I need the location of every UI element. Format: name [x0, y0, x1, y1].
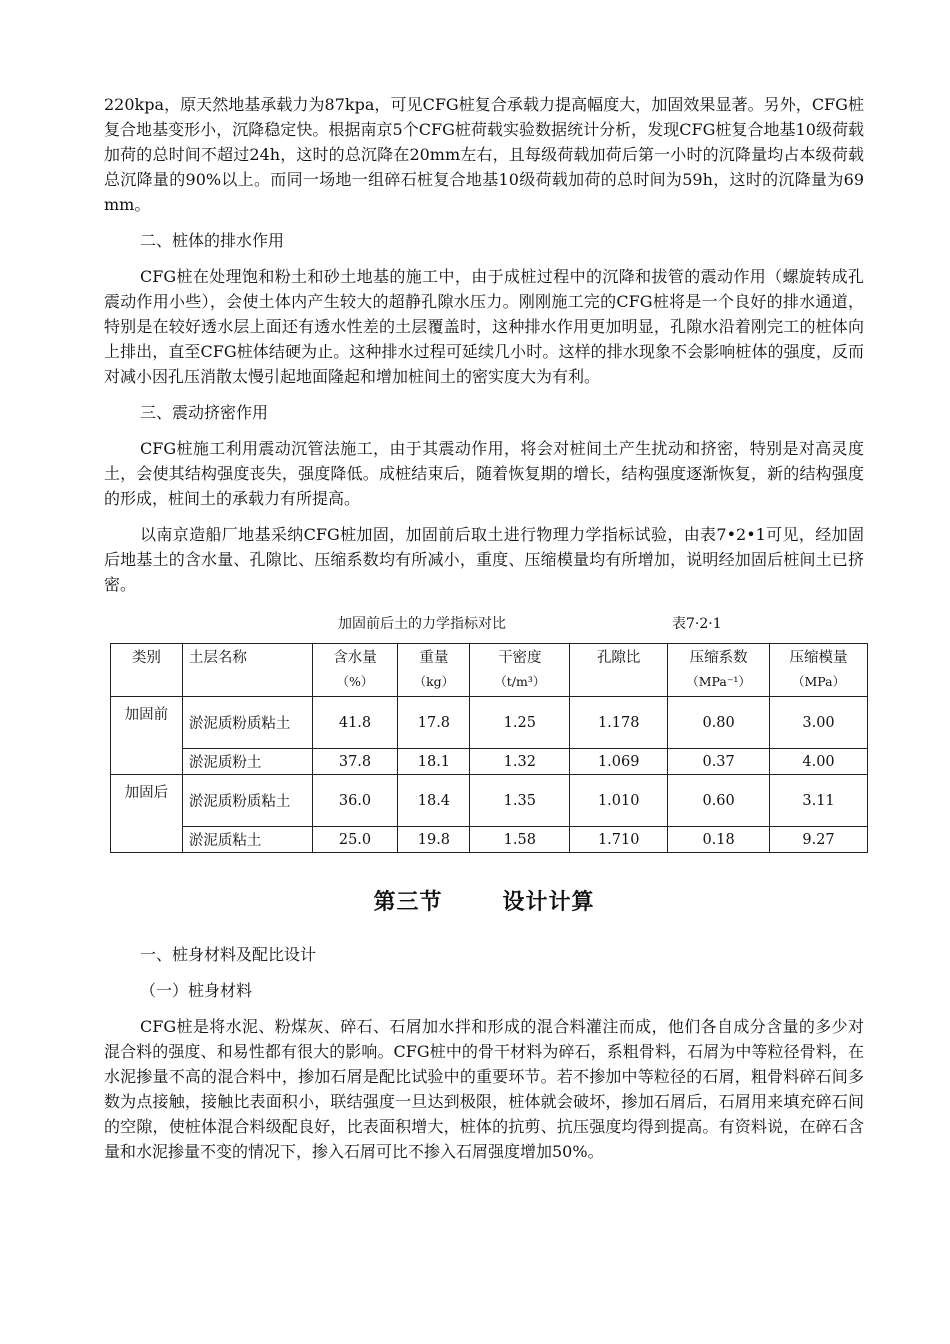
compression-modulus: 3.00 [770, 697, 868, 749]
header-compression-coef: 压缩系数 （MPa⁻¹） [668, 644, 770, 697]
void-ratio: 1.069 [570, 749, 668, 775]
dry-density: 1.35 [470, 775, 570, 827]
compression-modulus: 3.11 [770, 775, 868, 827]
header-compression-modulus: 压缩模量 （MPa） [770, 644, 868, 697]
water-content: 37.8 [312, 749, 398, 775]
category-after: 加固后 [111, 775, 183, 853]
section-number: 第三节 [373, 890, 443, 915]
soil-name: 淤泥质粉质粘土 [182, 775, 312, 827]
compression-coef: 0.37 [668, 749, 770, 775]
heading-pile-material: （一）桩身材料 [140, 981, 253, 1000]
compression-modulus: 4.00 [770, 749, 868, 775]
header-water-content: 含水量 （%） [312, 644, 398, 697]
paragraph-drainage: CFG桩在处理饱和粉土和砂土地基的施工中，由于成桩过程中的沉降和拔管的震动作用（螺旋转成孔震动作用小些），会使土体内产生较大的超静孔隙水压力。刚刚施工完的CFG桩将是一个良好的排水通道，特别是在较好透水层上面还有透水性差的土层覆盖时，这种排水作用更加明显，孔隙水沿着刚完工的桩体向上排出，直至CFG桩体结硬为止。这种排水过程可延续几小时。这样的排水现象不会影响桩体的强度，反而对减小因孔压消散太慢引起地面隆起和增加桩间土的密实度大为有利。 [104, 267, 864, 386]
header-weight: 重量 （kg） [398, 644, 470, 697]
table-caption: 加固前后土的力学指标对比 [338, 616, 506, 632]
void-ratio: 1.710 [570, 827, 668, 853]
table-row [111, 749, 868, 775]
compression-coef: 0.60 [668, 775, 770, 827]
weight: 19.8 [398, 827, 470, 853]
header-category: 类别 [111, 644, 183, 697]
paragraph-vibration: CFG桩施工利用震动沉管法施工，由于其震动作用，将会对桩间土产生扰动和挤密，特别是对高灵度土，会使其结构强度丧失，强度降低。成桩结束后，随着恢复期的增长，结构强度逐渐恢复，新的结构强度的形成，桩间土的承载力有所提高。 [104, 439, 864, 508]
water-content: 41.8 [312, 697, 398, 749]
compression-coef: 0.18 [668, 827, 770, 853]
dry-density: 1.25 [470, 697, 570, 749]
table-row [111, 827, 868, 853]
header-dry-density: 干密度 （t/m³） [470, 644, 570, 697]
heading-vibration: 三、震动挤密作用 [140, 403, 269, 422]
heading-material-design: 一、桩身材料及配比设计 [140, 945, 317, 964]
dry-density: 1.32 [470, 749, 570, 775]
weight: 18.4 [398, 775, 470, 827]
paragraph-nanjing-test: 以南京造船厂地基采纳CFG桩加固，加固前后取土进行物理力学指标试验，由表7•2•1可见，经加固后地基土的含水量、孔隙比、压缩系数均有所减小，重度、压缩模量均有所增加，说明经加固后桩间土已挤密。 [104, 525, 864, 594]
void-ratio: 1.178 [570, 697, 668, 749]
table-row [111, 697, 868, 749]
section-name: 设计计算 [502, 890, 595, 915]
document-page [104, 92, 864, 1164]
weight: 18.1 [398, 749, 470, 775]
header-void-ratio: 孔隙比 [570, 644, 668, 697]
table-caption-row [104, 611, 864, 635]
table-row [111, 775, 868, 827]
paragraph-bearing-capacity: 220kpa，原天然地基承载力为87kpa，可见CFG桩复合承载力提高幅度大，加固效果显著。另外，CFG桩复合地基变形小，沉降稳定快。根据南京5个CFG桩荷载实验数据统计分析，发现CFG桩复合地基10级荷载加荷的总时间不超过24h，这时的总沉降在20mm左右，且每级荷载加荷后第一小时的沉降量均占本级荷载总沉降量的90%以上。而同一场地一组碎石桩复合地基10级荷载加荷的总时间为59h，这时的沉降量为69mm。 [104, 95, 864, 214]
weight: 17.8 [398, 697, 470, 749]
compression-modulus: 9.27 [770, 827, 868, 853]
compression-coef: 0.80 [668, 697, 770, 749]
dry-density: 1.58 [470, 827, 570, 853]
header-soil-name: 土层名称 [182, 644, 312, 697]
heading-drainage: 二、桩体的排水作用 [140, 231, 285, 250]
soil-name: 淤泥质粉土 [182, 749, 312, 775]
paragraph-pile-material: CFG桩是将水泥、粉煤灰、碎石、石屑加水拌和形成的混合料灌注而成，他们各自成分含量的多少对混合料的强度、和易性都有很大的影响。CFG桩中的骨干材料为碎石，系粗骨料，石屑为中等粒径骨料，在水泥掺量不高的混合料中，掺加石屑是配比试验中的重要环节。若不掺加中等粒径的石屑，粗骨料碎石间多数为点接触，接触比表面积小，联结强度一旦达到极限，桩体就会破坏，掺加石屑后，石屑用来填充碎石间的空隙，使桩体混合料级配良好，比表面积增大，桩体的抗剪、抗压强度均得到提高。有资料说，在碎石含量和水泥掺量不变的情况下，掺入石屑可比不掺入石屑强度增加50%。 [104, 1017, 864, 1161]
water-content: 25.0 [312, 827, 398, 853]
table-header-row [111, 644, 868, 697]
category-before: 加固前 [111, 697, 183, 775]
soil-name: 淤泥质粘土 [182, 827, 312, 853]
section-title [104, 885, 864, 916]
soil-index-table [110, 643, 868, 853]
void-ratio: 1.010 [570, 775, 668, 827]
table-number: 表7·2·1 [672, 616, 722, 632]
water-content: 36.0 [312, 775, 398, 827]
soil-name: 淤泥质粉质粘土 [182, 697, 312, 749]
